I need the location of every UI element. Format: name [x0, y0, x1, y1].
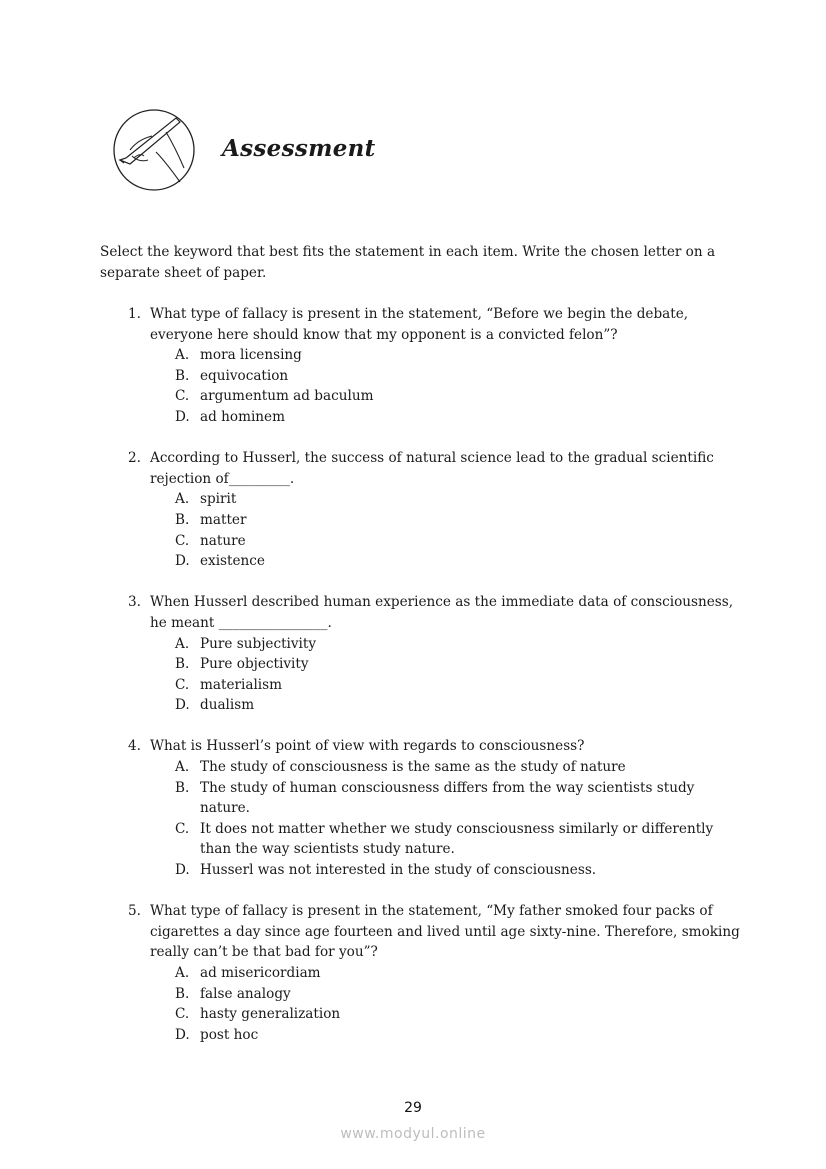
answer-option [150, 819, 740, 860]
question-number: 5. [128, 903, 141, 920]
question-item [100, 592, 740, 716]
option-text: It does not matter whether we study consciousness similarly or differently than the way scientists study nature. [200, 820, 714, 858]
option-text: false analogy [200, 985, 291, 1002]
option-letter: C. [175, 676, 190, 693]
option-letter: A. [175, 759, 190, 776]
option-letter: B. [175, 511, 190, 528]
option-text: materialism [200, 676, 283, 693]
option-text: The study of human consciousness differs from the way scientists study nature. [200, 779, 695, 817]
answer-option [150, 1025, 740, 1046]
option-letter: D. [175, 553, 190, 570]
option-text: existence [200, 553, 265, 570]
option-letter: D. [175, 408, 190, 425]
option-letter: A. [175, 965, 190, 981]
answer-option [150, 366, 740, 387]
question-item [100, 736, 740, 880]
option-text: Husserl was not interested in the study of consciousness. [200, 862, 597, 879]
answer-option [150, 963, 740, 984]
answer-option [150, 778, 740, 819]
option-text: matter [200, 511, 247, 528]
option-letter: A. [175, 635, 190, 652]
hand-writing-with-pencil-icon [112, 108, 196, 192]
question-text: When Husserl described human experience as the immediate data of consciousness, he meant ________________. [150, 594, 734, 631]
question-number: 3. [128, 594, 141, 611]
option-letter: C. [175, 820, 190, 837]
page-number: 29 [404, 1100, 422, 1116]
option-letter: C. [175, 1006, 190, 1023]
option-text: The study of consciousness is the same as the study of nature [200, 759, 626, 776]
option-text: Pure subjectivity [200, 635, 317, 652]
answer-option [150, 386, 740, 407]
instructions: Select the keyword that best fits the statement in each item. Write the chosen letter on a separate sheet of paper. [100, 244, 716, 281]
question-text: According to Husserl, the success of natural science lead to the gradual scientific rejection of_________. [150, 450, 714, 487]
question-text: What type of fallacy is present in the statement, “Before we begin the debate, everyone here should know that my opponent is a convicted felon”? [150, 306, 689, 343]
page-title: Assessment [222, 135, 376, 162]
option-text: equivocation [200, 367, 289, 384]
option-text: argumentum ad baculum [200, 388, 374, 405]
question-item [100, 304, 740, 428]
option-text: post hoc [200, 1026, 259, 1043]
option-text: Pure objectivity [200, 656, 309, 673]
question-text: What is Husserl’s point of view with regards to consciousness? [150, 738, 585, 755]
question-item [100, 448, 740, 572]
answer-option [150, 510, 740, 531]
answer-option [150, 984, 740, 1005]
option-letter: B. [175, 367, 190, 384]
answer-option [150, 695, 740, 716]
answer-option [150, 531, 740, 552]
question-text: What type of fallacy is present in the statement, “My father smoked four packs of cigarettes a day since age fourteen and lived until age sixty-nine. Therefore, smoking really can’t be that bad for you”? [150, 903, 740, 961]
option-letter: B. [175, 779, 190, 796]
answer-option [150, 675, 740, 696]
question-item [100, 901, 740, 1045]
answer-option [150, 1004, 740, 1025]
answer-option [150, 489, 740, 510]
option-text: hasty generalization [200, 1006, 341, 1023]
question-number: 2. [128, 450, 141, 467]
question-list [100, 304, 740, 1066]
question-number: 4. [128, 738, 141, 755]
option-letter: C. [175, 388, 190, 405]
option-text: mora licensing [200, 347, 302, 364]
option-text: spirit [200, 491, 237, 508]
watermark: www.modyul.online [340, 1126, 486, 1142]
answer-option [150, 551, 740, 572]
answer-option [150, 757, 740, 778]
option-letter: B. [175, 656, 190, 673]
question-number: 1. [128, 306, 141, 322]
option-letter: A. [175, 491, 190, 508]
answer-option [150, 345, 740, 366]
answer-option [150, 407, 740, 428]
option-letter: B. [175, 985, 190, 1002]
option-text: ad misericordiam [200, 965, 321, 981]
option-letter: C. [175, 532, 190, 549]
option-text: ad hominem [200, 408, 285, 425]
option-text: dualism [200, 697, 255, 714]
option-letter: A. [175, 347, 190, 364]
option-text: nature [200, 532, 246, 549]
answer-option [150, 654, 740, 675]
option-letter: D. [175, 862, 190, 879]
answer-option [150, 634, 740, 655]
option-letter: D. [175, 697, 190, 714]
answer-option [150, 860, 740, 881]
option-letter: D. [175, 1026, 190, 1043]
